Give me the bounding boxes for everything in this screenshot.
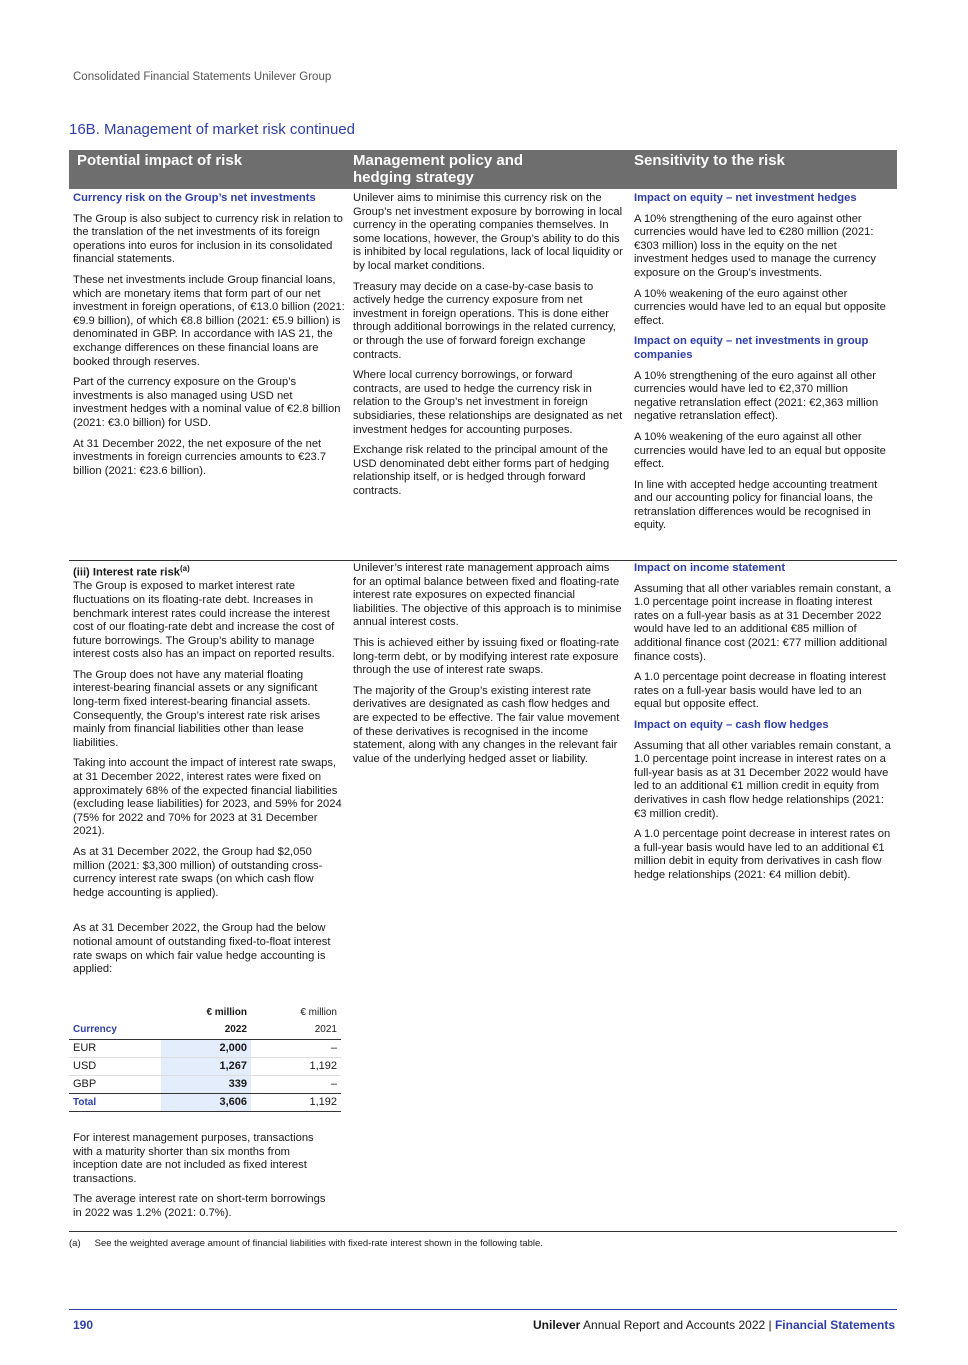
- paragraph: Assuming that all other variables remain constant, a 1.0 percentage point increase in floating interest rates on a full-year basis as at 31 December 2022 would have led to an additional €85 million of additional finance cost (2021: €77 million additional finance costs).: [634, 582, 891, 663]
- unit-2021: € million: [300, 1006, 337, 1018]
- cell: EUR: [73, 1042, 97, 1054]
- paragraph: Unilever’s interest rate management approach aims for an optimal balance between fixed and floating-rate interest rate exposures on expected financial liabilities. The objective of this approach is to minimise annual interest costs.: [353, 562, 622, 629]
- footer-rule: [69, 1309, 897, 1310]
- cell: 1,267: [161, 1057, 251, 1075]
- paragraph: The majority of the Group’s existing interest rate derivatives are designated as cash flow hedges and are expected to be effective. The fair value movement of these derivatives is recognised in the income statement, along with any changes in the relevant fair value of the underlying hedged asset or liability.: [353, 684, 620, 765]
- s2-col1: [73, 562, 345, 984]
- cell: USD: [73, 1060, 97, 1072]
- subheading: Impact on income statement: [634, 562, 786, 574]
- table-row: [69, 1039, 341, 1057]
- paragraph: As at 31 December 2022, the Group had the below notional amount of outstanding fixed-to-float interest rate swaps on which fair value hedge accounting is applied:: [73, 922, 331, 976]
- swaps-table: [69, 1003, 341, 1112]
- footnote-ref: (a): [179, 564, 190, 573]
- table-row: [69, 1057, 341, 1075]
- footnote: [69, 1238, 557, 1249]
- footnote-mark: (a): [69, 1238, 81, 1249]
- paragraph: The Group is exposed to market interest rate fluctuations on its floating-rate debt. Increases in benchmark interest rates could increase the interest cost of our floating-rate debt and increase the cost of future borrowings. The Group’s ability to manage interest costs also has an impact on reported results.: [73, 580, 335, 661]
- table-row: [69, 1075, 341, 1093]
- subheading: [73, 562, 345, 580]
- section-name: Financial Statements: [774, 1318, 895, 1332]
- cell: Total: [73, 1096, 97, 1108]
- col-currency: Currency: [73, 1024, 117, 1036]
- paragraph: Part of the currency exposure on the Group’s investments is also managed using USD net investment hedges with a nominal value of €2.8 billion (2021: €3.0 billion) for USD.: [73, 376, 341, 429]
- paragraph: Exchange risk related to the principal amount of the USD denominated debt either forms part of hedging relationship itself, or is hedged through forward contracts.: [353, 444, 610, 497]
- paragraph: A 1.0 percentage point decrease in interest rates on a full-year basis would have led to an additional €1 million debit in equity from derivatives in cash flow hedge relationships (2021: €4 million debit).: [634, 828, 891, 881]
- unit-2022: € million: [206, 1006, 247, 1018]
- total-row: [69, 1093, 341, 1111]
- paragraph: Unilever aims to minimise this currency risk on the Group’s net investment exposure by borrowing in local currency in the operating companies themselves. In some locations, however, the Group’s ability to do this is inhibited by local regulations, lack of local liquidity or by local market conditions.: [353, 192, 623, 272]
- footer-title: [533, 1318, 895, 1332]
- column-header: Potential impact of risk: [77, 152, 243, 169]
- paragraph: As at 31 December 2022, the Group had $2,050 million (2021: $3,300 million) of outstanding cross-currency interest rate swaps (on which cash flow hedge accounting is applied).: [73, 846, 323, 899]
- cell: GBP: [73, 1078, 97, 1090]
- table-bottom-rule: [69, 1231, 897, 1232]
- footnote-text: See the weighted average amount of financial liabilities with fixed-rate interest shown in the following table.: [94, 1238, 543, 1249]
- cell: 2,000: [161, 1039, 251, 1057]
- cell: 339: [161, 1075, 251, 1093]
- cell: –: [330, 1042, 337, 1054]
- paragraph: The average interest rate on short-term borrowings in 2022 was 1.2% (2021: 0.7%).: [73, 1193, 326, 1219]
- s2-col2: [353, 562, 623, 773]
- paragraph: These net investments include Group financial loans, which are monetary items that form part of our net investment in foreign operations, of €13.0 billion (2021: €9.9 billion), of which €8.8 billion (2021: €5.9 billion) is denominated in GBP. In accordance with IAS 21, the exchange differences on these financial loans are booked through reserves.: [73, 273, 345, 368]
- column-header: Management policy and hedging strategy: [353, 152, 524, 186]
- s2-col3: [634, 562, 892, 889]
- paragraph: The Group is also subject to currency risk in relation to the translation of the net investments of its foreign operations into euros for inclusion in its consolidated financial statements.: [73, 212, 343, 266]
- report-name: Annual Report and Accounts 2022 |: [580, 1318, 775, 1332]
- subheading: Currency risk on the Group’s net investments: [73, 192, 316, 204]
- paragraph: For interest management purposes, transactions with a maturity shorter than six months from inception date are not included as fixed interest transactions.: [73, 1132, 314, 1185]
- section-title: 16B. Management of market risk continued: [69, 121, 355, 138]
- s1-col3: [634, 192, 892, 540]
- cell: 1,192: [309, 1060, 337, 1072]
- page-number: 190: [73, 1318, 94, 1332]
- s1-col2: [353, 192, 623, 505]
- subheading: Impact on equity – net investments in group companies: [634, 335, 869, 361]
- paragraph: Treasury may decide on a case-by-case basis to actively hedge the currency exposure from net investment in foreign operations. This is done either through additional borrowings in the related currency, or through the use of forward foreign exchange contracts.: [353, 280, 616, 361]
- paragraph: The Group does not have any material floating interest-bearing financial assets or any significant long-term fixed interest-bearing financial assets. Consequently, the Group’s interest rate risk arises mainly from financial liabilities other than lease liabilities.: [73, 668, 321, 749]
- col-2021: 2021: [314, 1024, 337, 1036]
- paragraph: Taking into account the impact of interest rate swaps, at 31 December 2022, interest rates were fixed on approximately 68% of the expected financial liabilities (excluding lease liabilities) for 2023, and 59% for 2024 (75% for 2022 and 70% for 2023 at 31 December 2021).: [73, 757, 342, 838]
- paragraph: In line with accepted hedge accounting treatment and our accounting policy for financial loans, the retranslation differences would be recognised in equity.: [634, 478, 878, 532]
- paragraph: This is achieved either by issuing fixed or floating-rate long-term debt, or by modifying interest rate exposure through the use of interest rate swaps.: [353, 636, 620, 677]
- paragraph: A 1.0 percentage point decrease in floating interest rates on a full-year basis would have led to an equal but opposite effect.: [634, 671, 886, 711]
- paragraph: A 10% strengthening of the euro against other currencies would have led to €280 million (2021: €303 million) loss in the equity on the net investment hedges used to manage the currency exposure on the Group’s investments.: [634, 212, 876, 279]
- subheading: Impact on equity – net investment hedges: [634, 192, 857, 204]
- s1-col1: [73, 192, 345, 485]
- subheading: Impact on equity – cash flow hedges: [634, 718, 829, 731]
- paragraph: Assuming that all other variables remain constant, a 1.0 percentage point increase in interest rates on a full-year basis as at 31 December 2022 would have led to an additional €1 million credit in equity from derivatives in cash flow hedge relationships (2021: €3 million credit).: [634, 739, 891, 820]
- paragraph: A 10% strengthening of the euro against all other currencies would have led to €2,370 million negative retranslation effect (2021: €2,363 million negative retranslation effect).: [634, 369, 879, 423]
- running-header: Consolidated Financial Statements Unilever Group: [73, 71, 332, 83]
- column-header: Sensitivity to the risk: [634, 152, 785, 169]
- col-2022: 2022: [224, 1024, 247, 1036]
- paragraph: Where local currency borrowings, or forward contracts, are used to hedge the currency risk in relation to the Group’s net investment in foreign subsidiaries, these relationships are designated as net investment hedges for accounting purposes.: [353, 369, 623, 436]
- s2-col1-after: [73, 1132, 335, 1228]
- paragraph: At 31 December 2022, the net exposure of the net investments in foreign currencies amounts to €23.7 billion (2021: €23.6 billion).: [73, 437, 327, 477]
- table-header: [69, 150, 897, 189]
- paragraph: A 10% weakening of the euro against other currencies would have led to an equal but opposite effect.: [634, 287, 886, 327]
- section-divider: [69, 560, 897, 561]
- cell: 3,606: [161, 1093, 251, 1111]
- paragraph: A 10% weakening of the euro against all other currencies would have led to an equal but opposite effect.: [634, 430, 886, 471]
- subheading-text: (iii) Interest rate risk: [73, 566, 180, 579]
- cell: –: [330, 1078, 337, 1090]
- cell: 1,192: [309, 1096, 337, 1108]
- brand: Unilever: [533, 1318, 581, 1332]
